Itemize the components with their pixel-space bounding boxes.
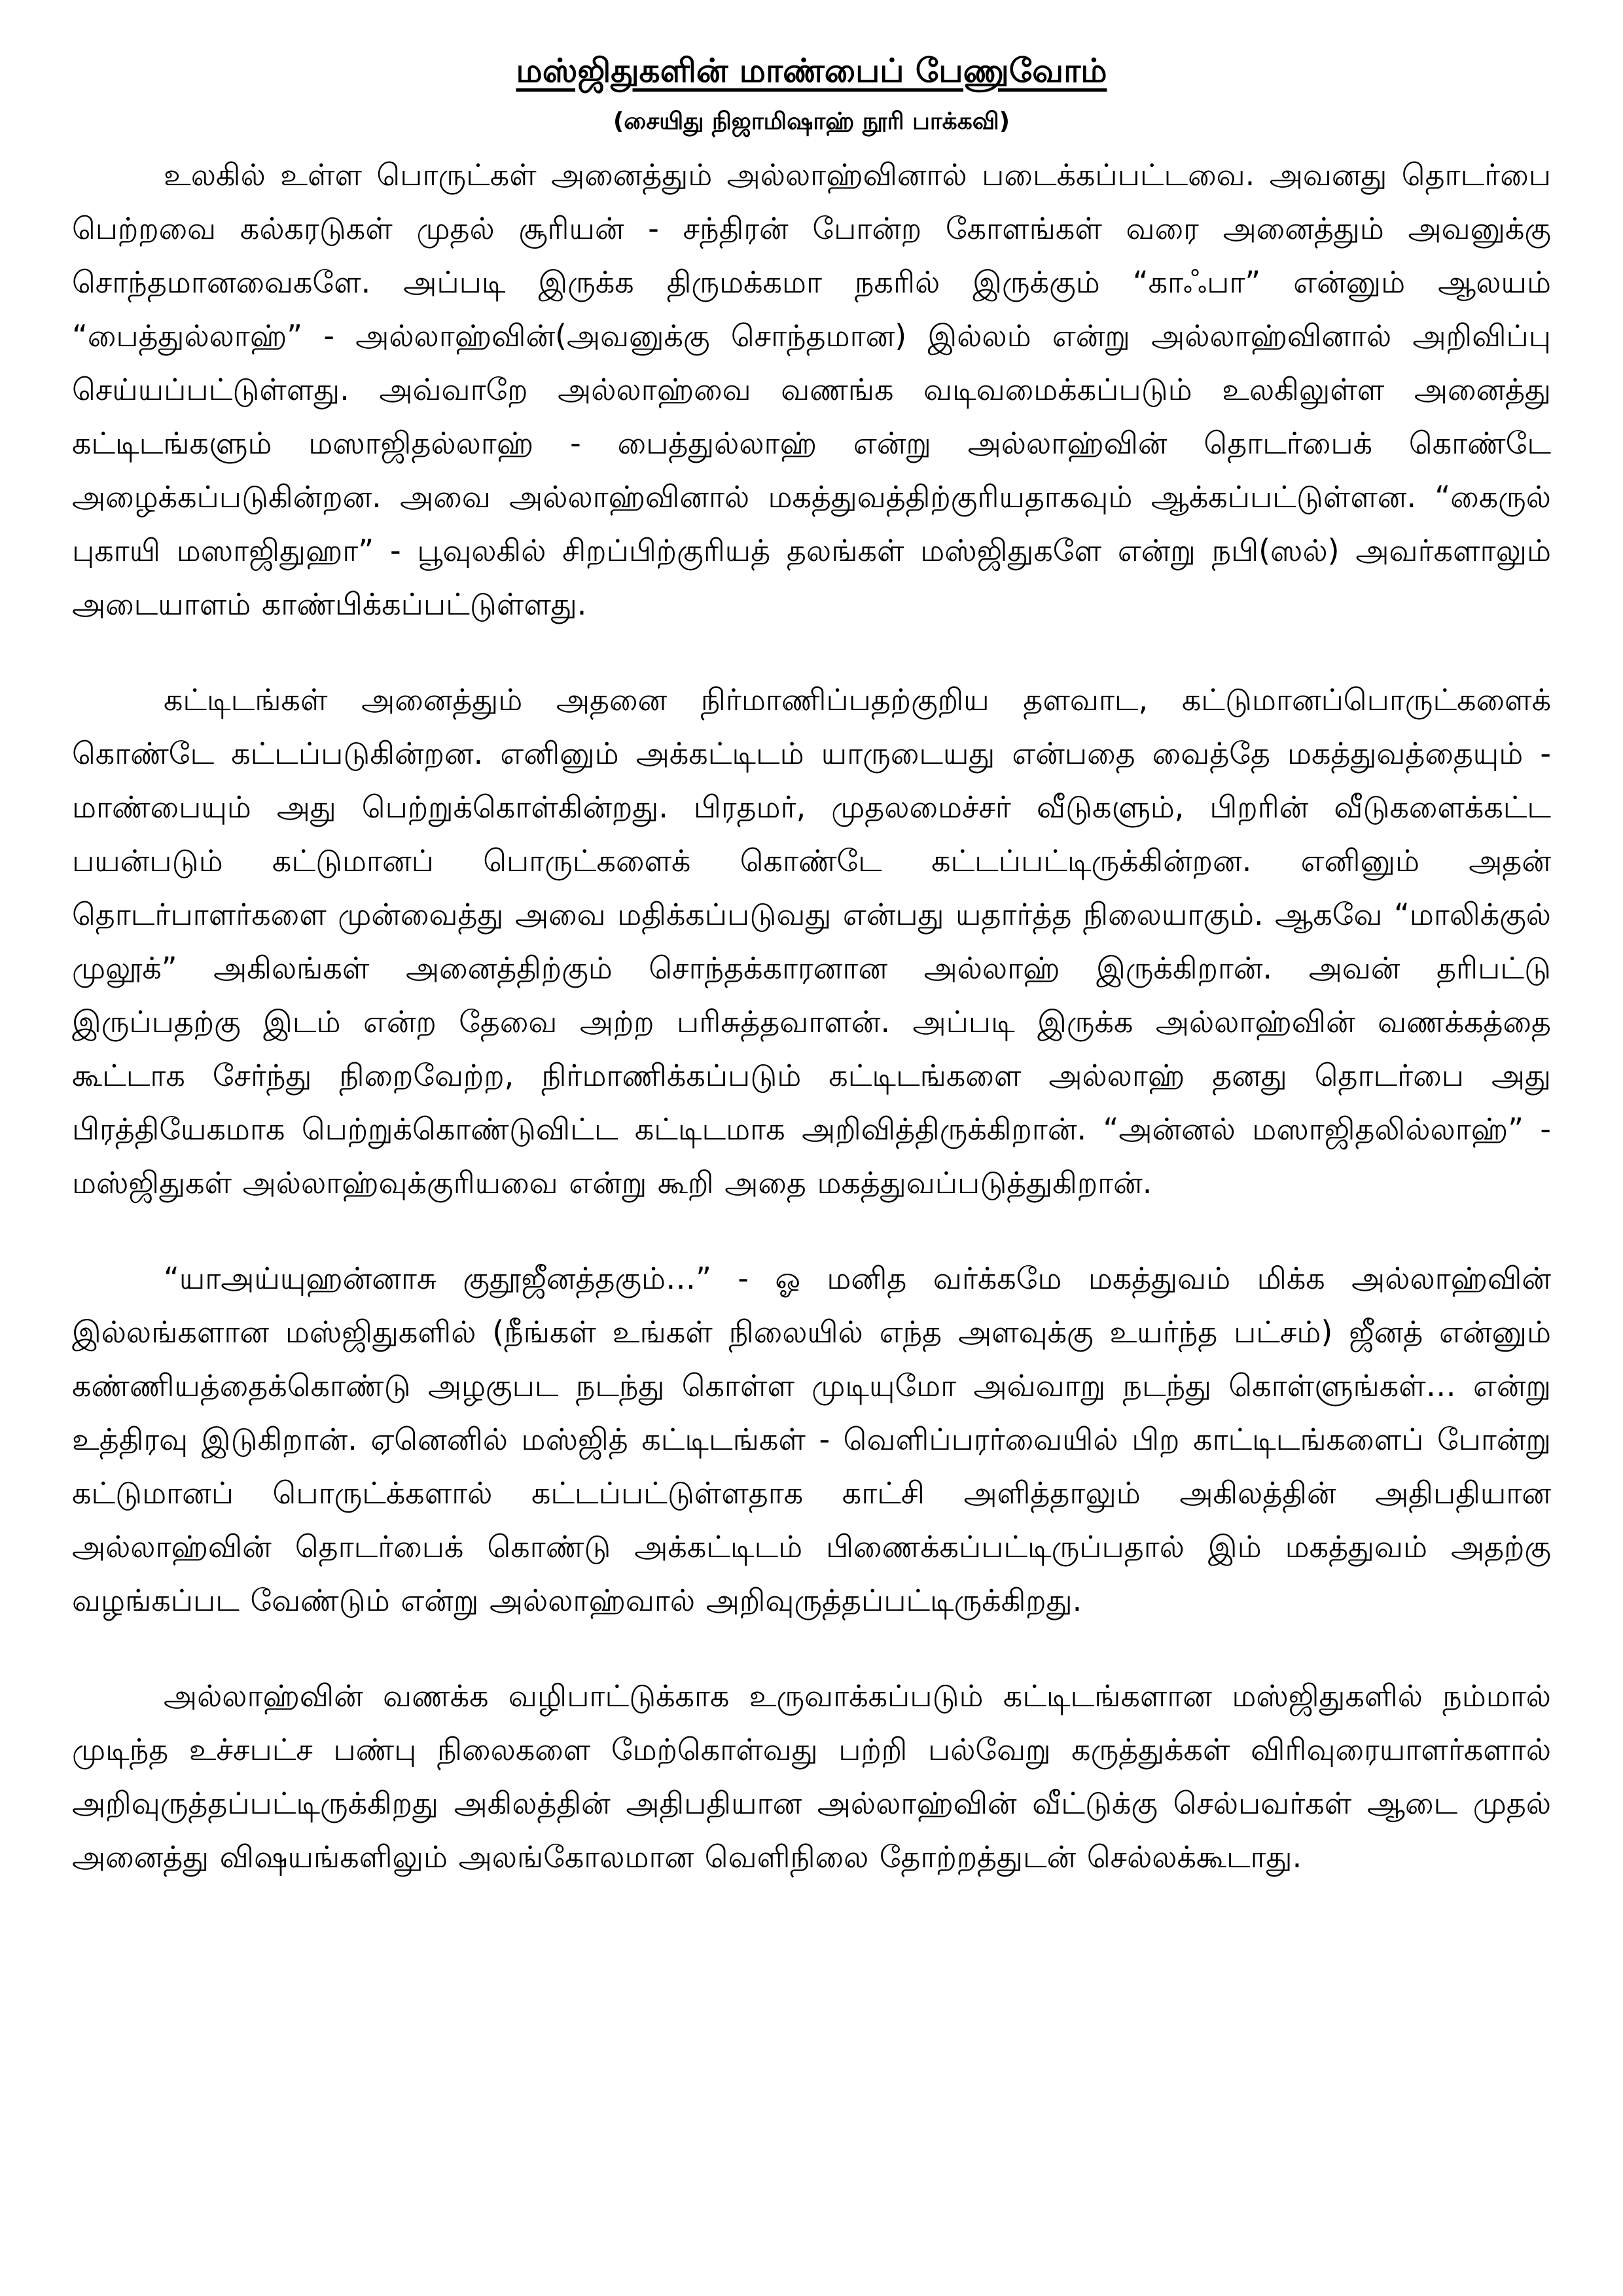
paragraph-2: கட்டிடங்கள் அனைத்தும் அதனை நிர்மாணிப்பதற்குறிய தளவாட, கட்டுமானப்பொருட்களைக் கொண்டே கட்டப்படுகின்றன. எனினும் அக்கட்டிடம் யாருடையது என்பதை வைத்தே மகத்துவத்தையும் - மாண்பையும் அது பெற்றுக்கொள்கின்றது. பிரதமர், முதலமைச்சர் வீடுகளும், பிறரின் வீடுகளைக்கட்ட பயன்படும் கட்டுமானப் பொருட்களைக் கொண்டே கட்டப்பட்டிருக்கின்றன. எனினும் அதன் தொடர்பாளர்களை முன்வைத்து அவை மதிக்கப்படுவது என்பது யதார்த்த நிலையாகும். ஆகவே “மாலிக்குல் முலூக்” அகிலங்கள் அனைத்திற்கும் சொந்தக்காரனான அல்லாஹ் இருக்கிறான். அவன் தரிபட்டு இருப்பதற்கு இடம் என்ற தேவை அற்ற பரிசுத்தவாளன். அப்படி இருக்க அல்லாஹ்வின் வணக்கத்தை கூட்டாக சேர்ந்து நிறைவேற்ற, நிர்மாணிக்கப்படும் கட்டிடங்களை அல்லாஹ் தனது தொடர்பை அது பிரத்தியேகமாக பெற்றுக்கொண்டுவிட்ட கட்டிடமாக அறிவித்திருக்கிறான். “அன்னல் மஸாஜிதலில்லாஹ்” - மஸ்ஜிதுகள் அல்லாஹ்வுக்குரியவை என்று கூறி அதை மகத்துவப்படுத்துகிறான். bbox=[72, 681, 1551, 1200]
author-byline: (சையிது நிஜாமிஷாஹ் நூரி பாக்கவி) bbox=[613, 108, 1010, 135]
paragraph-1: உலகில் உள்ள பொருட்கள் அனைத்தும் அல்லாஹ்வினால் படைக்கப்பட்டவை. அவனது தொடர்பை பெற்றவை கல்கரடுகள் முதல் சூரியன் - சந்திரன் போன்ற கோளங்கள் வரை அனைத்தும் அவனுக்கு சொந்தமானவைகளே. அப்படி இருக்க திருமக்கமா நகரில் இருக்கும் “காஃபா” என்னும் ஆலயம் “பைத்துல்லாஹ்” - அல்லாஹ்வின்(அவனுக்கு சொந்தமான) இல்லம் என்று அல்லாஹ்வினால் அறிவிப்பு செய்யப்பட்டுள்ளது. அவ்வாறே அல்லாஹ்வை வணங்க வடிவமைக்கப்படும் உலகிலுள்ள அனைத்து கட்டிடங்களும் மஸாஜிதல்லாஹ் - பைத்துல்லாஹ் என்று அல்லாஹ்வின் தொடர்பைக் கொண்டே அழைக்கப்படுகின்றன. அவை அல்லாஹ்வினால் மகத்துவத்திற்குரியதாகவும் ஆக்கப்பட்டுள்ளன. “கைருல் புகாயி மஸாஜிதுஹா” - பூவுலகில் சிறப்பிற்குரியத் தலங்கள் மஸ்ஜிதுகளே என்று நபி(ஸல்) அவர்களாலும் அடையாளம் காண்பிக்கப்பட்டுள்ளது. bbox=[72, 156, 1551, 622]
paragraph-3: “யாஅய்யுஹன்னாசு குதூஜீனத்தகும்…” - ஓ மனித வர்க்கமே மகத்துவம் மிக்க அல்லாஹ்வின் இல்லங்களான மஸ்ஜிதுகளில் (நீங்கள் உங்கள் நிலையில் எந்த அளவுக்கு உயர்ந்த பட்சம்) ஜீனத் என்னும் கண்ணியத்தைக்கொண்டு அழகுபட நடந்து கொள்ள முடியுமோ அவ்வாறு நடந்து கொள்ளுங்கள்… என்று உத்திரவு இடுகிறான். ஏனெனில் மஸ்ஜித் கட்டிடங்கள் - வெளிப்பரர்வையில் பிற காட்டிடங்களைப் போன்று கட்டுமானப் பொருட்க்களால் கட்டப்பட்டுள்ளதாக காட்சி அளித்தாலும் அகிலத்தின் அதிபதியான அல்லாஹ்வின் தொடர்பைக் கொண்டு அக்கட்டிடம் பிணைக்கப்பட்டிருப்பதால் இம் மகத்துவம் அதற்கு வழங்கப்பட வேண்டும் என்று அல்லாஹ்வால் அறிவுருத்தப்பட்டிருக்கிறது. bbox=[72, 1260, 1551, 1618]
document-title: மஸ்ஜிதுகளின் மாண்பைப் பேணுவோம் bbox=[516, 52, 1107, 90]
paragraph-4: அல்லாஹ்வின் வணக்க வழிபாட்டுக்காக உருவாக்கப்படும் கட்டிடங்களான மஸ்ஜிதுகளில் நம்மால் முடிந்த உச்சபட்ச பண்பு நிலைகளை மேற்கொள்வது பற்றி பல்வேறு கருத்துக்கள் விரிவுரையாளர்களால் அறிவுருத்தப்பட்டிருக்கிறது அகிலத்தின் அதிபதியான அல்லாஹ்வின் வீட்டுக்கு செல்பவர்கள் ஆடை முதல் அனைத்து விஷயங்களிலும் அலங்கோலமான வெளிநிலை தோற்றத்துடன் செல்லக்கூடாது. bbox=[72, 1677, 1551, 1874]
